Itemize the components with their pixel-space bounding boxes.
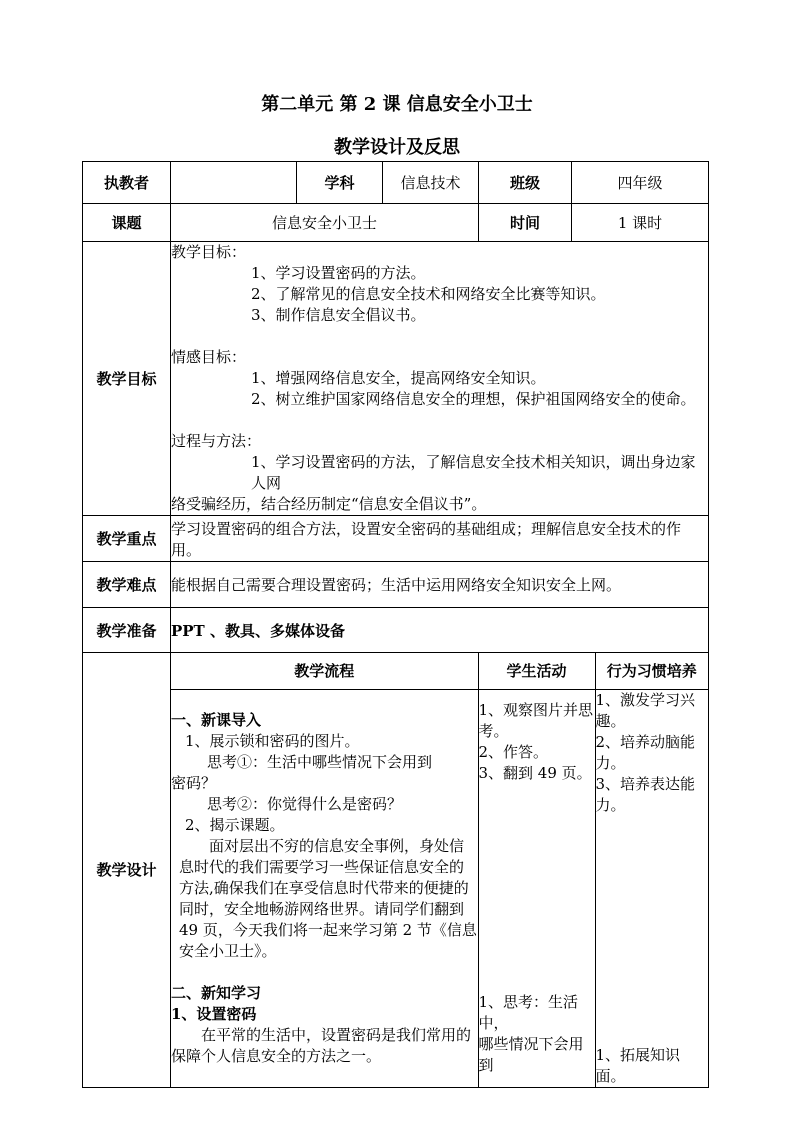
teaching-goal-item: 3、制作信息安全倡议书。 — [251, 306, 426, 324]
difficulty-label: 教学难点 — [83, 562, 171, 608]
design-inner-table — [171, 653, 708, 1087]
habit-item: 3、培养表达能力。 — [595, 774, 696, 814]
subject-value: 信息技术 — [383, 162, 479, 204]
student-activity-item: 哪些情况下会用到 — [478, 1035, 584, 1074]
process-goal-line: 1、学习设置密码的方法，了解信息安全技术相关知识，调出身边家人网 — [251, 453, 696, 492]
habit-cell — [595, 689, 708, 1087]
preparation-label: 教学准备 — [83, 608, 171, 653]
emotion-goals-heading: 情感目标： — [171, 348, 247, 366]
difficulty-row — [83, 562, 709, 608]
process-goals-heading: 过程与方法： — [171, 432, 262, 450]
flow-question: 思考①：生活中哪些情况下会用到 — [207, 752, 433, 771]
habit-column-header: 行为习惯培养 — [595, 653, 708, 689]
goals-content — [171, 242, 709, 516]
student-activity-item: 1、思考：生活中， — [478, 993, 579, 1032]
student-column-header: 学生活动 — [478, 653, 595, 689]
design-label: 教学设计 — [83, 653, 171, 1088]
flow-paragraph: 面对层出不穷的信息安全事例，身处信息时代的我们需要学习一些保证信息安全的方法,确保我们在享受信息时代带来的便捷的同时，安全地畅游网络世界。请同学们翻到 49 页，今天我们将一起来学习第 2 节《信息安全小卫士》。 — [179, 836, 477, 960]
topic-row — [83, 204, 709, 242]
flow-item: 2、揭示课题。 — [185, 815, 285, 834]
section-heading: 二、新知学习 — [171, 983, 262, 1002]
difficulty-value: 能根据自己需要合理设置密码；生活中运用网络安全知识安全上网。 — [171, 562, 709, 608]
habit-item: 1、拓展知识面。 — [595, 1045, 681, 1085]
time-value: 1 课时 — [572, 204, 709, 242]
design-body-row — [171, 689, 708, 1087]
student-activity-cell — [478, 689, 595, 1087]
design-content — [171, 653, 709, 1088]
goals-label: 教学目标 — [83, 242, 171, 516]
flow-question-cont: 密码？ — [171, 773, 217, 792]
flow-question: 思考②：你觉得什么是密码？ — [207, 794, 403, 813]
focus-row — [83, 516, 709, 562]
document-subtitle: 教学设计及反思 — [334, 137, 460, 158]
preparation-value: PPT 、教具、多媒体设备 — [171, 608, 709, 653]
emotion-goal-item: 2、树立维护国家网络信息安全的理想，保护祖国网络安全的使命。 — [251, 390, 696, 408]
flow-cell — [171, 689, 478, 1087]
time-label: 时间 — [479, 204, 572, 242]
teaching-goal-item: 1、学习设置密码的方法。 — [251, 264, 426, 282]
design-header-row — [171, 653, 708, 689]
class-label: 班级 — [479, 162, 572, 204]
teacher-label: 执教者 — [83, 162, 171, 204]
habit-item: 1、激发学习兴趣。 — [595, 690, 696, 730]
goals-row — [83, 242, 709, 516]
habit-item: 2、培养动脑能力。 — [595, 732, 696, 772]
document-title: 第二单元 第 2 课 信息安全小卫士 — [261, 94, 533, 115]
focus-value: 学习设置密码的组合方法，设置安全密码的基础组成；理解信息安全技术的作用。 — [171, 516, 709, 562]
flow-item: 1、展示锁和密码的图片。 — [185, 731, 360, 750]
process-goal-line: 络受骗经历，结合经历制定“信息安全倡议书”。 — [171, 495, 487, 513]
topic-value: 信息安全小卫士 — [171, 204, 479, 242]
subject-label: 学科 — [297, 162, 383, 204]
subsection-heading: 1、设置密码 — [171, 1004, 257, 1023]
student-activity-item: 2、作答。 — [478, 743, 549, 761]
design-row — [83, 653, 709, 1088]
info-row — [83, 162, 709, 204]
lesson-plan-table — [82, 161, 709, 1088]
flow-paragraph: 在平常的生活中，设置密码是我们常用的保障个人信息安全的方法之一。 — [171, 1025, 472, 1065]
student-activity-item: 1、观察图片并思考。 — [478, 701, 594, 740]
student-activity-item: 3、翻到 49 页。 — [478, 764, 592, 782]
class-value: 四年级 — [572, 162, 709, 204]
teacher-value — [171, 162, 297, 204]
flow-column-header: 教学流程 — [171, 653, 478, 689]
section-heading: 一、新课导入 — [171, 710, 262, 729]
preparation-row — [83, 608, 709, 653]
focus-label: 教学重点 — [83, 516, 171, 562]
teaching-goal-item: 2、了解常见的信息安全技术和网络安全比赛等知识。 — [251, 285, 606, 303]
emotion-goal-item: 1、增强网络信息安全，提高网络安全知识。 — [251, 369, 546, 387]
topic-label: 课题 — [83, 204, 171, 242]
teaching-goals-heading: 教学目标： — [171, 243, 247, 261]
